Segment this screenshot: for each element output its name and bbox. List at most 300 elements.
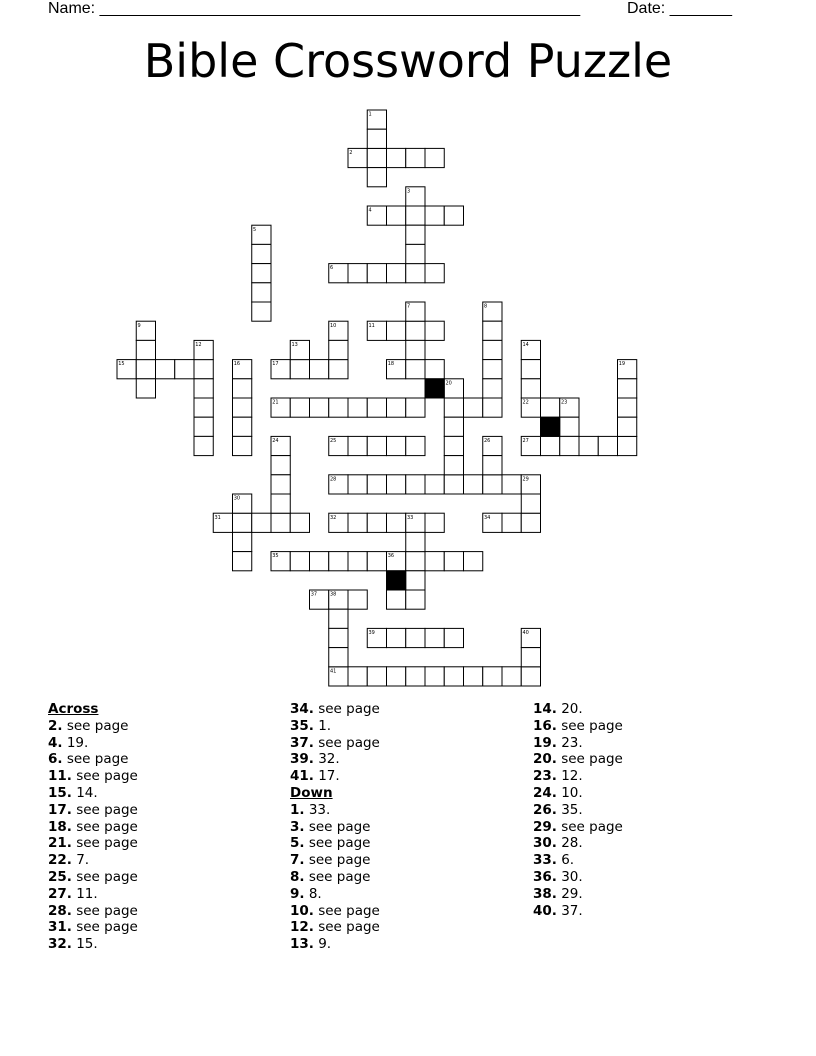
clue-text: see page xyxy=(71,801,138,818)
clue-item xyxy=(290,701,380,718)
clue-number: 11. xyxy=(48,768,72,785)
grid-cell[interactable] xyxy=(444,436,463,455)
clue-item xyxy=(290,718,380,735)
cell-number: 19 xyxy=(618,361,626,368)
grid-cell[interactable] xyxy=(233,513,252,532)
clue-number: 32. xyxy=(48,936,72,953)
clue-number: 23. xyxy=(533,768,557,785)
clue-item xyxy=(533,701,623,718)
cell-number: 20 xyxy=(445,380,452,387)
clue-text: 35. xyxy=(556,801,583,818)
cell-number: 18 xyxy=(387,361,395,368)
clue-text: see page xyxy=(313,734,380,751)
grid-cell[interactable] xyxy=(194,379,213,398)
grid-cell[interactable] xyxy=(348,264,367,283)
clue-number: 37. xyxy=(290,734,314,751)
grid-cell[interactable] xyxy=(194,436,213,455)
grid-cell[interactable] xyxy=(348,667,367,686)
clue-text: 28. xyxy=(556,835,583,852)
grid-cell[interactable] xyxy=(406,225,425,244)
grid-cell[interactable] xyxy=(156,360,175,379)
grid-cell[interactable] xyxy=(310,398,329,417)
clue-item xyxy=(48,718,138,735)
clue-text: 9. xyxy=(313,936,332,953)
cell-number: 3 xyxy=(406,188,411,195)
grid-cell[interactable] xyxy=(329,648,348,667)
grid-cell[interactable] xyxy=(521,379,540,398)
clue-text: see page xyxy=(313,902,380,919)
clue-item xyxy=(290,886,380,903)
clue-number: 31. xyxy=(48,919,72,936)
grid-cell[interactable] xyxy=(290,398,309,417)
clue-number: 8. xyxy=(290,868,305,885)
clue-text: see page xyxy=(71,768,138,785)
clue-number: 19. xyxy=(533,734,557,751)
grid-cell[interactable] xyxy=(329,340,348,359)
grid-cell[interactable] xyxy=(406,321,425,340)
grid-cell[interactable] xyxy=(367,264,386,283)
grid-cell[interactable] xyxy=(425,148,444,167)
clue-number: 21. xyxy=(48,835,72,852)
grid-cell[interactable] xyxy=(502,667,521,686)
grid-cell[interactable] xyxy=(233,436,252,455)
cell-number: 9 xyxy=(137,322,141,329)
grid-cell[interactable] xyxy=(425,264,444,283)
grid-cell[interactable] xyxy=(483,340,502,359)
cell-number: 28 xyxy=(329,476,337,483)
grid-cell[interactable] xyxy=(444,475,463,494)
clue-text: see page xyxy=(304,852,371,869)
cell-number: 17 xyxy=(272,361,279,368)
grid-cell[interactable] xyxy=(233,532,252,551)
clue-item xyxy=(290,869,380,886)
grid-cell[interactable] xyxy=(194,360,213,379)
clue-column-3 xyxy=(533,701,623,919)
grid-cell[interactable] xyxy=(483,475,502,494)
grid-cell[interactable] xyxy=(233,417,252,436)
clue-item xyxy=(290,735,380,752)
grid-cell[interactable] xyxy=(367,168,386,187)
clue-text: 1. xyxy=(313,717,332,734)
grid-cell[interactable] xyxy=(329,609,348,628)
cell-number: 33 xyxy=(406,514,414,521)
clue-item xyxy=(290,802,380,819)
clue-number: 30. xyxy=(533,835,557,852)
cell-number: 14 xyxy=(522,342,529,348)
cell-number: 31 xyxy=(214,514,221,521)
grid-cell[interactable] xyxy=(598,436,617,455)
clue-text: see page xyxy=(304,818,371,835)
clue-item xyxy=(48,869,138,886)
grid-cell[interactable] xyxy=(406,475,425,494)
grid-cell[interactable] xyxy=(367,513,386,532)
grid-cell[interactable] xyxy=(252,244,271,263)
grid-cell[interactable] xyxy=(464,398,483,417)
clue-number: 38. xyxy=(533,885,557,902)
grid-cell[interactable] xyxy=(271,456,290,475)
grid-cell[interactable] xyxy=(521,513,540,532)
clue-item xyxy=(48,802,138,819)
grid-cell[interactable] xyxy=(521,667,540,686)
cell-number: 37 xyxy=(310,591,318,598)
clue-item xyxy=(290,819,380,836)
grid-cell[interactable] xyxy=(502,513,521,532)
black-cell xyxy=(541,417,560,436)
cell-number: 26 xyxy=(483,438,491,444)
clue-item xyxy=(533,819,623,836)
clue-number: 10. xyxy=(290,902,314,919)
clue-item xyxy=(290,919,380,936)
black-cell xyxy=(387,571,406,590)
grid-cell[interactable] xyxy=(483,360,502,379)
page-title: Bible Crossword Puzzle xyxy=(143,34,673,88)
clue-item xyxy=(290,936,380,953)
grid-cell[interactable] xyxy=(290,360,309,379)
clue-text: 23. xyxy=(556,734,583,751)
clue-item xyxy=(48,936,138,953)
grid-cell[interactable] xyxy=(387,148,406,167)
grid-cell[interactable] xyxy=(387,628,406,647)
grid-cell[interactable] xyxy=(618,436,637,455)
clue-text: 11. xyxy=(71,885,98,902)
grid-cell[interactable] xyxy=(618,417,637,436)
across-heading: Across xyxy=(48,701,99,717)
grid-cell[interactable] xyxy=(136,360,155,379)
grid-cell[interactable] xyxy=(521,360,540,379)
down-heading: Down xyxy=(290,784,333,801)
cell-number: 15 xyxy=(118,361,125,368)
clue-number: 18. xyxy=(48,818,72,835)
clue-text: 32. xyxy=(313,751,340,768)
grid-cell[interactable] xyxy=(406,360,425,379)
clue-number: 12. xyxy=(290,919,314,936)
cell-number: 25 xyxy=(329,438,337,444)
clue-text: see page xyxy=(556,751,623,768)
grid-cell[interactable] xyxy=(444,628,463,647)
clue-text: see page xyxy=(62,717,129,734)
clue-item xyxy=(48,768,138,785)
cell-number: 36 xyxy=(387,553,395,560)
clue-item xyxy=(533,751,623,768)
clue-number: 17. xyxy=(48,801,72,818)
grid-cell[interactable] xyxy=(271,513,290,532)
clue-number: 14. xyxy=(533,701,557,717)
grid-cell[interactable] xyxy=(367,552,386,571)
grid-cell[interactable] xyxy=(136,340,155,359)
grid-cell[interactable] xyxy=(348,590,367,609)
grid-cell[interactable] xyxy=(406,532,425,551)
cell-number: 41 xyxy=(329,668,337,675)
grid-cell[interactable] xyxy=(348,398,367,417)
cell-number: 40 xyxy=(522,630,529,636)
cell-number: 6 xyxy=(329,265,334,272)
grid-cell[interactable] xyxy=(271,475,290,494)
clue-text: 17. xyxy=(313,768,340,785)
clue-number: 39. xyxy=(290,751,314,768)
grid-cell[interactable] xyxy=(444,206,463,225)
clue-item xyxy=(290,751,380,768)
grid-cell[interactable] xyxy=(329,628,348,647)
grid-cell[interactable] xyxy=(521,648,540,667)
grid-cell[interactable] xyxy=(618,398,637,417)
clue-item xyxy=(48,903,138,920)
grid-cell[interactable] xyxy=(194,398,213,417)
cell-number: 2 xyxy=(349,150,353,156)
clue-text: see page xyxy=(304,868,371,885)
grid-cell[interactable] xyxy=(406,148,425,167)
clue-text: see page xyxy=(313,701,380,717)
clue-text: 12. xyxy=(556,768,583,785)
clue-number: 41. xyxy=(290,768,314,785)
grid-cell[interactable] xyxy=(483,321,502,340)
grid-cell[interactable] xyxy=(367,475,386,494)
clue-item xyxy=(48,835,138,852)
grid-cell[interactable] xyxy=(367,148,386,167)
grid-cell[interactable] xyxy=(425,628,444,647)
grid-cell[interactable] xyxy=(541,436,560,455)
cell-number: 30 xyxy=(233,495,241,502)
cell-number: 8 xyxy=(483,303,488,310)
date-field-label: Date: _______ xyxy=(627,0,732,17)
grid-cell[interactable] xyxy=(387,206,406,225)
grid-cell[interactable] xyxy=(560,417,579,436)
grid-cell[interactable] xyxy=(579,436,598,455)
clue-item xyxy=(533,903,623,920)
grid-cell[interactable] xyxy=(483,379,502,398)
clue-item xyxy=(48,735,138,752)
cell-number: 11 xyxy=(368,322,375,329)
grid-cell[interactable] xyxy=(252,283,271,302)
clue-text: see page xyxy=(304,835,371,852)
grid-cell[interactable] xyxy=(367,398,386,417)
clue-text: 30. xyxy=(556,868,583,885)
clue-text: 29. xyxy=(556,885,583,902)
grid-cell[interactable] xyxy=(252,302,271,321)
clue-number: 22. xyxy=(48,852,72,869)
grid-cell[interactable] xyxy=(348,475,367,494)
clue-number: 20. xyxy=(533,751,557,768)
clue-number: 36. xyxy=(533,868,557,885)
grid-cell[interactable] xyxy=(425,360,444,379)
clue-item xyxy=(48,819,138,836)
grid-cell[interactable] xyxy=(560,436,579,455)
grid-cell[interactable] xyxy=(541,398,560,417)
clue-text: 10. xyxy=(556,784,583,801)
grid-cell[interactable] xyxy=(387,590,406,609)
cell-number: 34 xyxy=(483,514,491,521)
cell-number: 27 xyxy=(522,438,529,444)
clue-item xyxy=(290,852,380,869)
cell-number: 35 xyxy=(272,553,279,560)
clue-number: 9. xyxy=(290,885,305,902)
cell-number: 16 xyxy=(233,361,241,368)
grid-cell[interactable] xyxy=(406,571,425,590)
cell-number: 38 xyxy=(329,591,337,598)
clue-text: see page xyxy=(62,751,129,768)
grid-cell[interactable] xyxy=(406,340,425,359)
grid-cell[interactable] xyxy=(444,552,463,571)
clue-text: 19. xyxy=(62,734,89,751)
cell-number: 10 xyxy=(329,322,337,329)
grid-cell[interactable] xyxy=(425,513,444,532)
clue-item xyxy=(533,735,623,752)
grid-cell[interactable] xyxy=(233,552,252,571)
clue-item xyxy=(48,919,138,936)
name-field-label: Name: ______________________________________________________ xyxy=(48,0,581,17)
clue-item xyxy=(533,852,623,869)
grid-cell[interactable] xyxy=(329,360,348,379)
clue-item xyxy=(48,852,138,869)
clue-item xyxy=(290,768,380,785)
cell-number: 12 xyxy=(195,342,202,348)
grid-cell[interactable] xyxy=(444,417,463,436)
clue-text: see page xyxy=(71,919,138,936)
clue-number: 16. xyxy=(533,717,557,734)
grid-cell[interactable] xyxy=(367,129,386,148)
clue-text: 20. xyxy=(556,701,583,717)
grid-cell[interactable] xyxy=(444,456,463,475)
grid-cell[interactable] xyxy=(348,513,367,532)
cell-number: 7 xyxy=(406,303,411,310)
grid-cell[interactable] xyxy=(252,264,271,283)
clue-text: 14. xyxy=(71,784,98,801)
clue-number: 40. xyxy=(533,902,557,919)
grid-cell[interactable] xyxy=(406,206,425,225)
grid-cell[interactable] xyxy=(367,436,386,455)
grid-cell[interactable] xyxy=(425,552,444,571)
grid-cell[interactable] xyxy=(464,475,483,494)
grid-cell[interactable] xyxy=(406,264,425,283)
grid-cell[interactable] xyxy=(175,360,194,379)
grid-cell[interactable] xyxy=(406,436,425,455)
grid-cell[interactable] xyxy=(348,552,367,571)
grid-cell[interactable] xyxy=(464,667,483,686)
grid-cell[interactable] xyxy=(483,398,502,417)
clue-text: see page xyxy=(556,818,623,835)
cell-number: 5 xyxy=(252,226,257,233)
grid-cell[interactable] xyxy=(290,552,309,571)
cell-number: 39 xyxy=(368,630,375,636)
clue-column-2 xyxy=(290,701,380,953)
clue-text: 8. xyxy=(304,885,322,902)
clue-number: 28. xyxy=(48,902,72,919)
grid-cell[interactable] xyxy=(464,552,483,571)
grid-cell[interactable] xyxy=(252,513,271,532)
grid-cell[interactable] xyxy=(136,379,155,398)
clue-item xyxy=(48,886,138,903)
grid-cell[interactable] xyxy=(406,590,425,609)
grid-cell[interactable] xyxy=(387,321,406,340)
grid-cell[interactable] xyxy=(444,667,463,686)
grid-cell[interactable] xyxy=(233,398,252,417)
grid-cell[interactable] xyxy=(387,264,406,283)
grid-cell[interactable] xyxy=(387,475,406,494)
clue-text: see page xyxy=(71,868,138,885)
grid-cell[interactable] xyxy=(425,206,444,225)
clue-item xyxy=(533,886,623,903)
clue-item xyxy=(48,751,138,768)
grid-cell[interactable] xyxy=(406,244,425,263)
grid-cell[interactable] xyxy=(425,321,444,340)
clue-number: 25. xyxy=(48,868,72,885)
clue-number: 33. xyxy=(533,852,557,869)
clue-item xyxy=(290,835,380,852)
grid-cell[interactable] xyxy=(329,398,348,417)
grid-cell[interactable] xyxy=(406,552,425,571)
clue-number: 4. xyxy=(48,734,63,751)
clue-text: 37. xyxy=(556,902,583,919)
clue-text: 6. xyxy=(556,852,575,869)
clue-text: 33. xyxy=(304,801,331,818)
clue-item xyxy=(290,903,380,920)
clue-number: 29. xyxy=(533,818,557,835)
grid-cell[interactable] xyxy=(387,436,406,455)
grid-cell[interactable] xyxy=(406,667,425,686)
grid-cell[interactable] xyxy=(310,552,329,571)
grid-cell[interactable] xyxy=(387,667,406,686)
cell-number: 13 xyxy=(291,342,298,348)
grid-cell[interactable] xyxy=(290,513,309,532)
clue-item xyxy=(533,869,623,886)
cell-number: 21 xyxy=(272,399,279,406)
grid-cell[interactable] xyxy=(406,628,425,647)
grid-cell[interactable] xyxy=(310,360,329,379)
clue-number: 26. xyxy=(533,801,557,818)
clue-item xyxy=(533,718,623,735)
clue-item xyxy=(533,768,623,785)
grid-cell[interactable] xyxy=(367,667,386,686)
clue-number: 27. xyxy=(48,885,72,902)
clue-item xyxy=(533,802,623,819)
grid-cell[interactable] xyxy=(387,513,406,532)
clue-item xyxy=(48,785,138,802)
clue-number: 1. xyxy=(290,801,305,818)
clue-text: see page xyxy=(313,919,380,936)
cell-number: 4 xyxy=(368,207,372,214)
grid-cell[interactable] xyxy=(521,494,540,513)
cell-number: 23 xyxy=(560,399,568,406)
grid-cell[interactable] xyxy=(233,379,252,398)
clue-text: see page xyxy=(71,818,138,835)
grid-cell[interactable] xyxy=(618,379,637,398)
cell-number: 24 xyxy=(272,438,279,444)
clue-number: 15. xyxy=(48,784,72,801)
grid-cell[interactable] xyxy=(483,456,502,475)
grid-cell[interactable] xyxy=(502,475,521,494)
grid-cell[interactable] xyxy=(194,417,213,436)
clue-number: 7. xyxy=(290,852,305,869)
grid-cell[interactable] xyxy=(425,475,444,494)
clue-item xyxy=(533,785,623,802)
clue-number: 35. xyxy=(290,717,314,734)
clue-text: see page xyxy=(71,902,138,919)
clue-number: 2. xyxy=(48,717,63,734)
grid-cell[interactable] xyxy=(329,552,348,571)
grid-cell[interactable] xyxy=(406,398,425,417)
clue-text: 15. xyxy=(71,936,98,953)
grid-cell[interactable] xyxy=(387,398,406,417)
grid-cell[interactable] xyxy=(348,436,367,455)
clue-text: 7. xyxy=(71,852,90,869)
clue-number: 5. xyxy=(290,835,305,852)
grid-cell[interactable] xyxy=(425,667,444,686)
clue-number: 3. xyxy=(290,818,305,835)
clue-number: 34. xyxy=(290,701,314,717)
clue-text: see page xyxy=(71,835,138,852)
grid-cell[interactable] xyxy=(444,398,463,417)
grid-cell[interactable] xyxy=(271,494,290,513)
grid-cell[interactable] xyxy=(483,667,502,686)
